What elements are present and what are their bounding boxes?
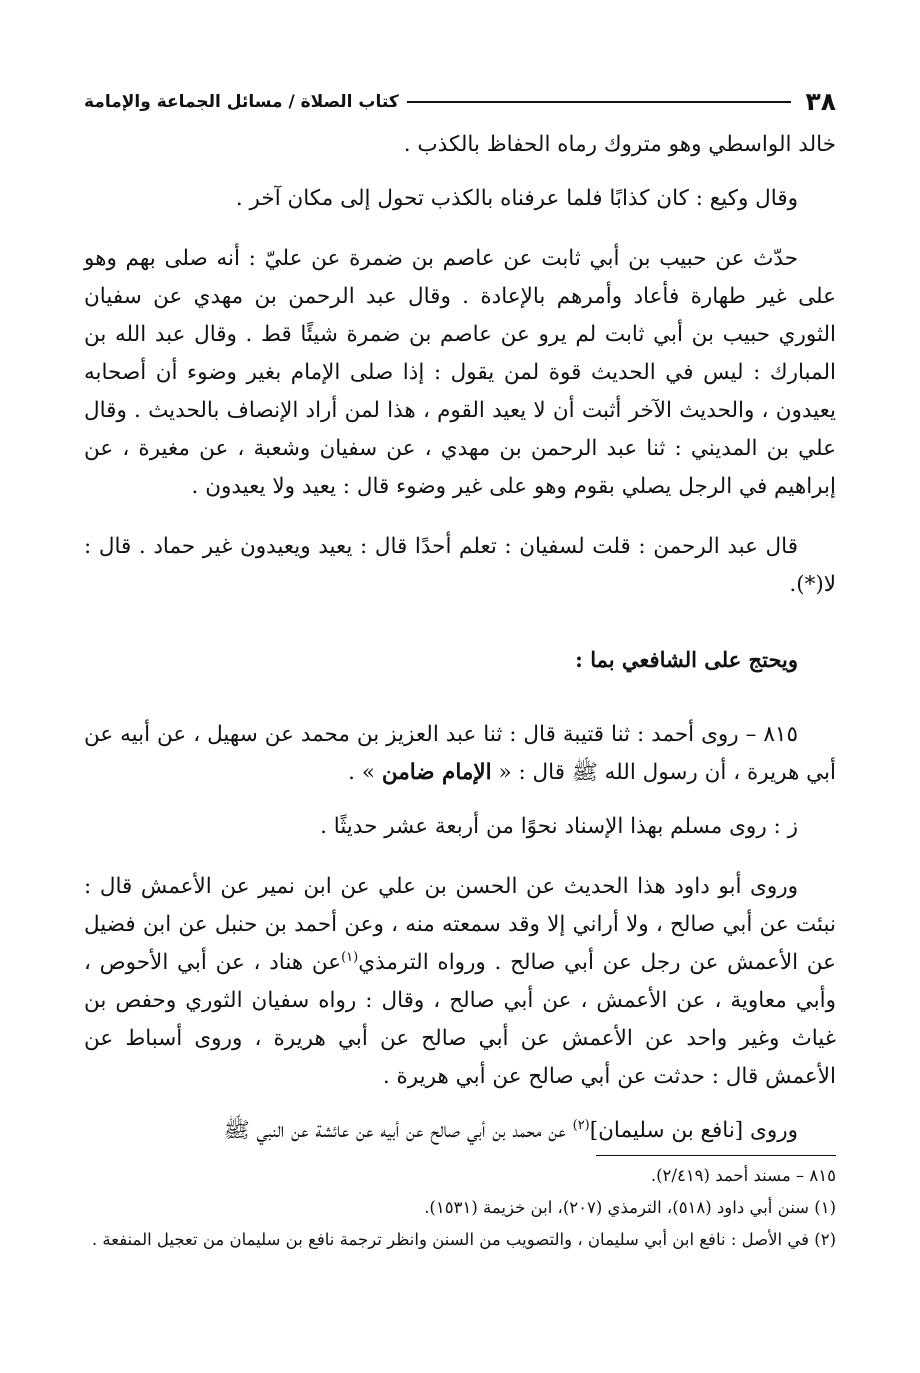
footnote-2: (٢) في الأصل : نافع ابن أبي سليمان ، والتصويب من السنن وانظر ترجمة نافع بن سليمان من تعجيل المنفعة . <box>91 1230 836 1249</box>
footnote-815: ٨١٥ – مسند أحمد (٢/٤١٩). <box>650 1166 836 1185</box>
hadith-815-close: » . <box>348 760 375 785</box>
paragraph-2: وقال وكيع : كان كذابًا فلما عرفناه بالكذب تحول إلى مكان آخر . <box>235 186 798 211</box>
footnote-ref-2[interactable]: (٢) <box>572 1117 590 1133</box>
hadith-815-text: ٨١٥ – روى أحمد : ثنا قتيبة قال : ثنا عبد العزيز بن محمد عن سهيل ، عن أبيه عن أبي هريرة ، أن رسول الله ﷺ قال : « <box>84 722 836 785</box>
paragraph-3: حدّث عن حبيب بن أبي ثابت عن عاصم بن ضمرة عن عليّ : أنه صلى بهم وهو على غير طهارة فأعاد وأمرهم بالإعادة . وقال عبد الرحمن بن مهدي عن سفيان الثوري حبيب بن أبي ثابت لم يرو عن عاصم بن ضمرة شيئًا قط . وقال عبد الله بن المبارك : ليس في الحديث قوة لمن يقول : إذا صلى الإمام بغير وضوء أن أصحابه يعيدون ، والحديث الآخر أثبت أن لا يعيد القوم ، هذا لمن أراد الإنصاف بالحديث . وقال علي بن المديني : ثنا عبد الرحمن بن مهدي ، عن سفيان وشعبة ، عن مغيرة ، عن إبراهيم في الرجل يصلي بقوم وهو على غير وضوء قال : يعيد ولا يعيدون . <box>84 246 836 499</box>
footnotes <box>84 1160 836 1256</box>
abu-dawud-text-b: عن هناد ، عن أبي الأحوص ، وأبي معاوية ، عن الأعمش ، عن أبي صالح ، وقال : رواه سفيان الثوري وحفص بن غياث وغير واحد عن الأعمش عن أبي صالح عن أبي هريرة ، وروى أسباط عن الأعمش قال : حدثت عن أبي صالح عن أبي هريرة . <box>84 950 836 1089</box>
paragraph-abu-dawud <box>84 868 836 1096</box>
section-heading: ويحتج على الشافعي بما : <box>575 647 798 672</box>
header-rule <box>407 101 792 103</box>
footnote-rule <box>596 1155 836 1156</box>
nafi-text-b: عن محمد بن أبي صالح عن أبيه عن عائشة عن النبي ﷺ <box>223 1118 566 1143</box>
paragraph-zay: ز : روى مسلم بهذا الإسناد نحوًا من أربعة عشر حديثًا . <box>320 814 798 839</box>
page-number: ٣٨ <box>805 87 836 116</box>
footnote-ref-1[interactable]: (١) <box>341 949 359 965</box>
nafi-text-a: وروى [نافع بن سليمان] <box>589 1118 798 1143</box>
page-header <box>84 82 836 122</box>
running-title: كتاب الصلاة / مسائل الجماعة والإمامة <box>84 92 399 112</box>
hadith-815-matn: الإمام ضامن <box>381 760 492 785</box>
paragraph-1: خالد الواسطي وهو متروك رماه الحفاظ بالكذب . <box>403 132 836 157</box>
paragraph-nafi <box>84 1112 836 1150</box>
abu-dawud-text-a: وروى أبو داود هذا الحديث عن الحسن بن علي عن ابن نمير عن الأعمش قال : نبئت عن أبي صالح ، ولا أراني إلا وقد سمعته منه ، وعن أحمد بن حنبل عن ابن فضيل عن الأعمش عن رجل عن أبي صالح . ورواه الترمذي <box>84 874 836 975</box>
main-text <box>84 126 836 1150</box>
hadith-815 <box>84 716 836 792</box>
paragraph-4: قال عبد الرحمن : قلت لسفيان : تعلم أحدًا قال : يعيد ويعيدون غير حماد . قال : لا(*). <box>84 534 836 597</box>
footnote-1: (١) سنن أبي داود (٥١٨)، الترمذي (٢٠٧)، ابن خزيمة (١٥٣١). <box>424 1198 836 1217</box>
